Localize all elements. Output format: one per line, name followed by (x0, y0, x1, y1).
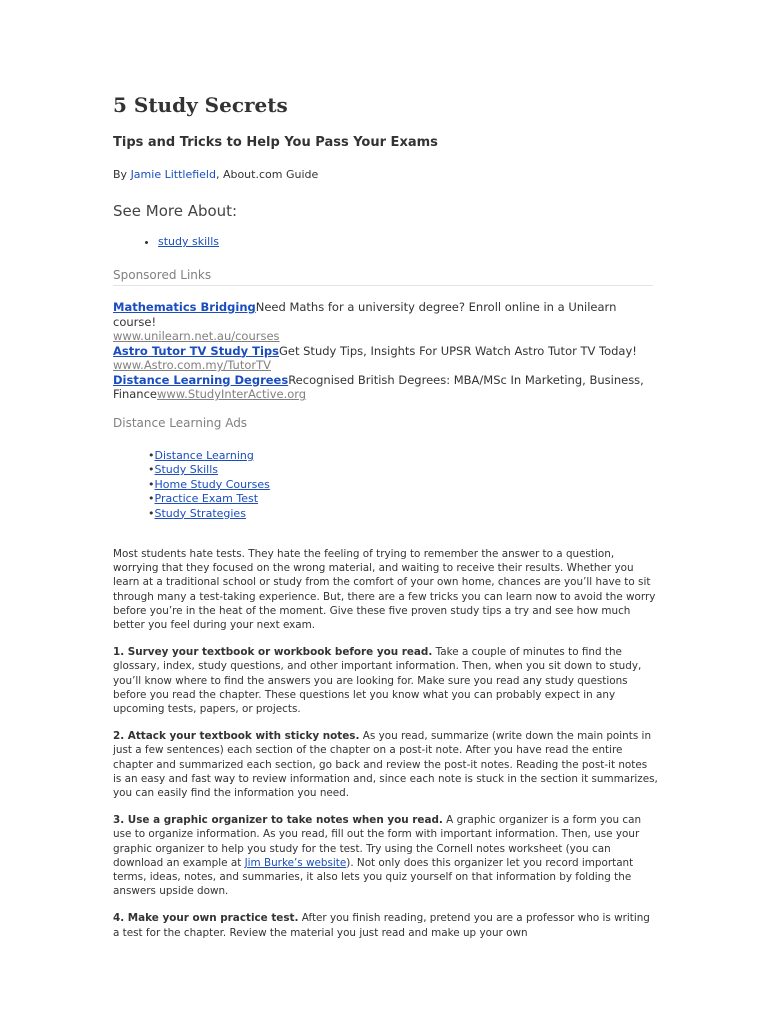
ad-item (113, 300, 658, 344)
jim-burke-website-link[interactable]: Jim Burke’s website (244, 856, 347, 869)
distance-link[interactable]: Practice Exam Test (154, 492, 259, 505)
see-more-heading: See More About: (113, 202, 238, 220)
ad-url-link[interactable]: www.unilearn.net.au/courses (113, 329, 280, 343)
ad-title-link[interactable]: Astro Tutor TV Study Tips (113, 343, 279, 358)
tip-text: After you finish reading, pretend you are a professor who is writing a test for the chapter. Review the material you just read and make up your own (113, 912, 650, 939)
tip-text: As you read, summarize (write down the main points in just a few sentences) each section of the chapter on a post-it note. After you have read the entire chapter and summarized each section, go back and review the post-it notes. Reading the post-it notes is an easy and fast way to review information and, since each note is stuck in the section it summarizes, you can easily find the information you need. (113, 730, 658, 800)
list-item (148, 449, 658, 464)
tip-heading: 3. Use a graphic organizer to take notes when you read. (113, 814, 443, 827)
distance-link[interactable]: Study Skills (154, 463, 219, 476)
tip-paragraph (113, 645, 658, 716)
sponsored-ads (113, 300, 658, 402)
list-item (148, 492, 658, 507)
byline-suffix: , About.com Guide (215, 168, 319, 181)
list-item (158, 235, 658, 249)
author-link[interactable]: Jamie Littlefield (130, 168, 216, 181)
article-subtitle: Tips and Tricks to Help You Pass Your Exams (113, 135, 438, 150)
distance-link[interactable]: Distance Learning (154, 448, 254, 462)
intro-paragraph: Most students hate tests. They hate the feeling of trying to remember the answer to a question, worrying that they focused on the wrong material, and waiting to receive their results. Whether you learn at a traditional school or study from the comfort of your own home, chances are you’ll have to sit through many a test-taking experience. But, there are a few tricks you can learn now to avoid the worry before you’re in the heat of the moment. Give these five proven study tips a try and see how much better you feel during your next exam. (113, 548, 656, 632)
list-item (148, 478, 658, 493)
ad-title-link[interactable]: Distance Learning Degrees (113, 372, 289, 387)
ad-text: Need Maths for a university degree? Enroll online in a Unilearn course! (113, 300, 617, 329)
tip-paragraph (113, 911, 658, 939)
distance-link[interactable]: Home Study Courses (154, 477, 270, 491)
byline-prefix: By (113, 168, 131, 181)
ad-item (113, 373, 658, 402)
ad-text: Recognised British Degrees: MBA/MSc In Marketing, Business, Finance (113, 372, 644, 401)
topic-link-study-skills[interactable]: study skills (158, 235, 220, 248)
tip-heading: 2. Attack your textbook with sticky notes. (113, 730, 360, 743)
distance-learning-ads-heading: Distance Learning Ads (113, 415, 248, 430)
bullet: • (148, 463, 155, 476)
tip-paragraph (113, 813, 658, 898)
ad-text: Get Study Tips, Insights For UPSR Watch Astro Tutor TV Today! (278, 343, 637, 358)
ad-item (113, 344, 658, 373)
distance-link[interactable]: Study Strategies (154, 506, 246, 520)
byline (113, 168, 658, 182)
sponsored-links-heading: Sponsored Links (113, 267, 653, 286)
ad-url-link[interactable]: www.StudyInterActive.org (157, 387, 307, 401)
topics-list (113, 235, 658, 249)
tip-text: Take a couple of minutes to find the glossary, index, study questions, and other important information. Then, when you sit down to study, you’ll know where to find the answers you are looking for. Make sure you read any study questions before you read the chapter. These questions let you know what you can probably expect in any upcoming tests, papers, or projects. (113, 646, 642, 716)
tip-heading: 4. Make your own practice test. (113, 912, 299, 925)
ad-url-link[interactable]: www.Astro.com.my/TutorTV (113, 358, 271, 372)
distance-learning-list (113, 449, 658, 522)
article-content (113, 92, 658, 940)
bullet: • (148, 477, 155, 491)
list-item (148, 463, 658, 478)
ad-title-link[interactable]: Mathematics Bridging (113, 300, 256, 314)
bullet: • (148, 506, 155, 520)
bullet: • (148, 448, 155, 462)
tip-heading: 1. Survey your textbook or workbook before you read. (113, 646, 433, 659)
bullet: • (148, 492, 155, 505)
tip-paragraph (113, 729, 658, 800)
tip-text: A graphic organizer is a form you can use to organize information. As you read, fill out the form with important information. Then, use your graphic organizer to help you study for the test. Try using the Cornell notes worksheet (you can download an example at (113, 814, 642, 869)
tip-text: ). Not only does this organizer let you record important terms, ideas, notes, and summaries, it also lets you quiz yourself on that information by folding the answers upside down. (113, 856, 634, 898)
article-title: 5 Study Secrets (113, 93, 288, 117)
list-item (148, 507, 658, 522)
